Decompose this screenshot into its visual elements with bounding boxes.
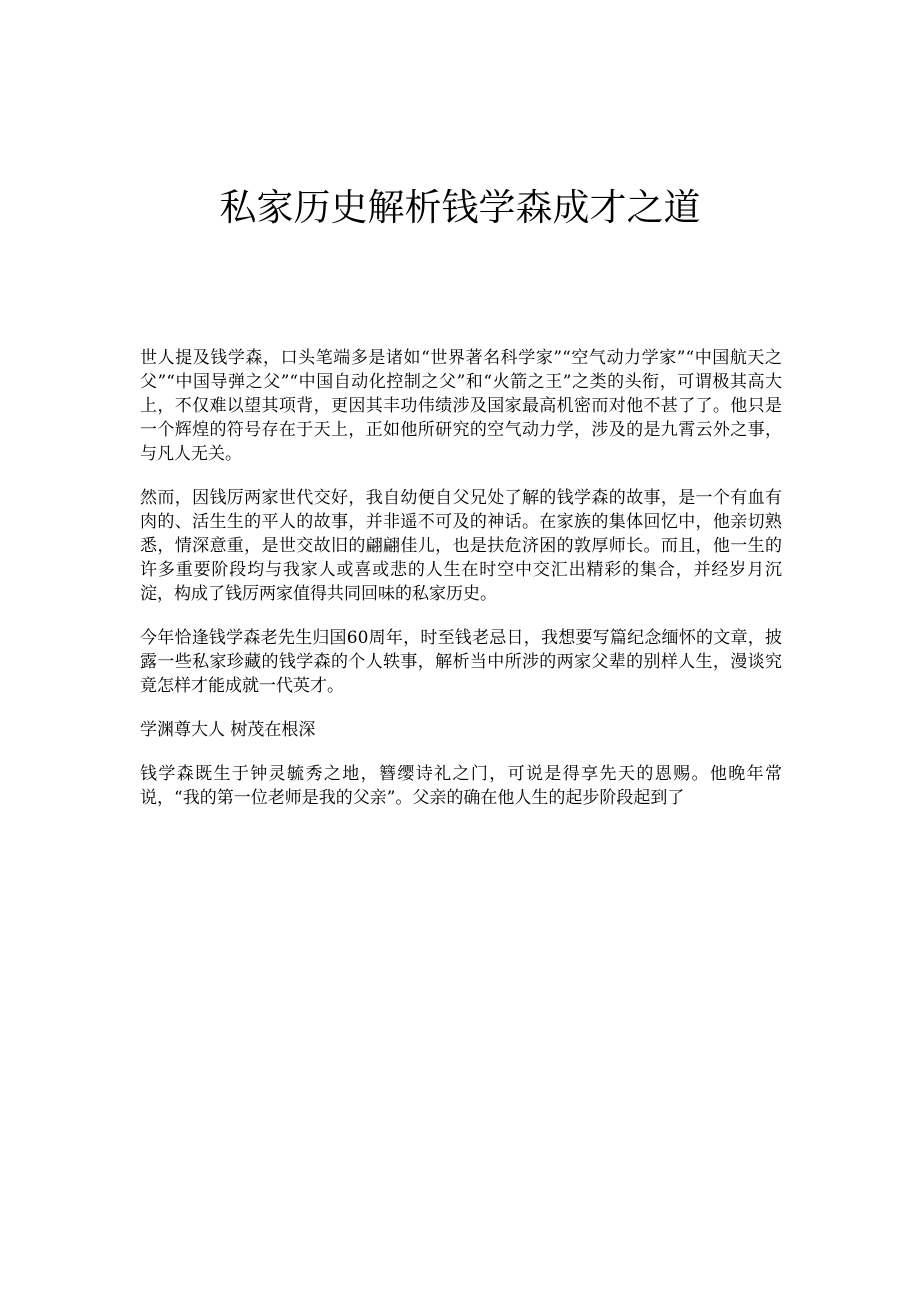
document-title: 私家历史解析钱学森成才之道 xyxy=(219,186,701,229)
paragraph-anniversary: 今年恰逢钱学森老先生归国60周年，时至钱老忌日，我想要写篇纪念缅怀的文章，披露一些私家珍藏的钱学森的个人轶事，解析当中所涉的两家父辈的别样人生，漫谈究竟怎样才能成就一代英才。 xyxy=(140,628,782,696)
section-heading: 学渊尊大人 树茂在根深 xyxy=(140,720,316,740)
paragraph-father: 钱学森既生于钟灵毓秀之地，簪缨诗礼之门，可说是得享先天的恩赐。他晚年常说，“我的第一位老师是我的父亲”。父亲的确在他人生的起步阶段起到了 xyxy=(140,764,782,808)
document-body xyxy=(140,346,782,830)
paragraph-family-memory: 然而，因钱厉两家世代交好，我自幼便自父兄处了解的钱学森的故事，是一个有血有肉的、活生生的平人的故事，并非遥不可及的神话。在家族的集体回忆中，他亲切熟悉，情深意重，是世交故旧的翩翩佳儿，也是扶危济困的敦厚师长。而且，他一生的许多重要阶段均与我家人或喜或悲的人生在时空中交汇出精彩的集合，并经岁月沉淀，构成了钱厉两家值得共同回味的私家历史。 xyxy=(140,488,782,604)
paragraph-intro: 世人提及钱学森，口头笔端多是诸如“世界著名科学家”“空气动力学家”“中国航天之父”“中国导弹之父”“中国自动化控制之父”和“火箭之王”之类的头衔，可谓极其高大上，不仅难以望其项背，更因其丰功伟绩涉及国家最高机密而对他不甚了了。他只是一个辉煌的符号存在于天上，正如他所研究的空气动力学，涉及的是九霄云外之事，与凡人无关。 xyxy=(140,348,782,464)
